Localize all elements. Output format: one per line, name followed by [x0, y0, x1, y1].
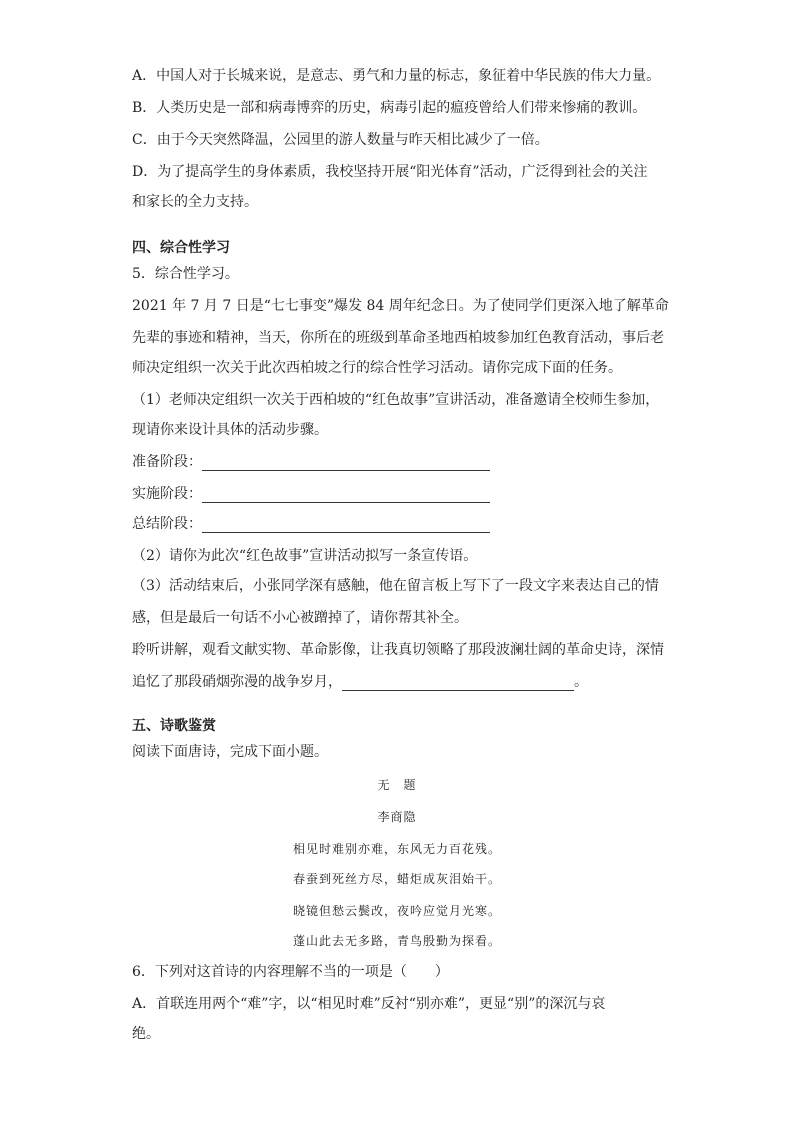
stage-implement-label: 实施阶段： — [132, 486, 202, 502]
option-b: B．人类历史是一部和病毒博弈的历史，病毒引起的瘟疫曾给人们带来惨痛的教训。 — [132, 100, 647, 116]
message-line-1: 聆听讲解，观看文献实物、革命影像，让我真切领略了那段波澜壮阔的革命史诗，深情 — [132, 642, 664, 658]
poem-line-1: 相见时难别亦难，东风无力百花残。 — [292, 842, 501, 856]
stage-implement-row — [132, 485, 490, 503]
stage-implement-blank[interactable] — [202, 488, 490, 503]
stage-prepare-blank[interactable] — [202, 456, 490, 471]
intro-line-2: 先辈的事迹和精神，当天，你所在的班级到革命圣地西柏坡参加红色教育活动，事后老 — [132, 330, 664, 346]
task-3-line-2: 感，但是最后一句话不小心被蹭掉了，请你帮其补全。 — [132, 610, 468, 626]
poem-title: 无 题 — [377, 778, 417, 792]
intro-line-3: 师决定组织一次关于此次西柏坡之行的综合性学习活动。请你完成下面的任务。 — [132, 360, 622, 376]
task-2: （2）请你为此次“红色故事”宣讲活动拟写一条宣传语。 — [132, 548, 478, 564]
option-d-continued: 和家长的全力支持。 — [132, 194, 258, 210]
message-line-2-end: 。 — [574, 674, 588, 690]
question-6-option-a: A．首联连用两个“难”字，以“相见时难”反衬“别亦难”，更显“别”的深沉与哀 — [132, 996, 606, 1012]
message-line-2-text: 追忆了那段硝烟弥漫的战争岁月， — [132, 674, 342, 690]
stage-summary-label: 总结阶段： — [132, 516, 202, 532]
option-d: D．为了提高学生的身体素质，我校坚持开展“阳光体育”活动，广泛得到社会的关注 — [132, 164, 648, 180]
intro-line-1: 2021 年 7 月 7 日是“七七事变”爆发 84 周年纪念日。为了使同学们更深入地了解革命 — [132, 298, 669, 314]
stage-prepare-row — [132, 453, 490, 471]
task-1-line-1: （1）老师决定组织一次关于西柏坡的“红色故事”宣讲活动，准备邀请全校师生参加， — [132, 392, 660, 408]
stage-prepare-label: 准备阶段： — [132, 454, 202, 470]
poem-author: 李商隐 — [377, 810, 417, 824]
poem-instruction: 阅读下面唐诗，完成下面小题。 — [132, 744, 328, 760]
task-1-line-2: 现请你来设计具体的活动步骤。 — [132, 422, 328, 438]
question-5-label: 5．综合性学习。 — [132, 266, 239, 282]
task-3-line-1: （3）活动结束后，小张同学深有感触，他在留言板上写下了一段文字来表达自己的情 — [132, 578, 659, 594]
question-6: 6．下列对这首诗的内容理解不当的一项是（ ） — [132, 964, 449, 980]
message-line-2 — [132, 673, 588, 691]
option-a: A．中国人对于长城来说，是意志、勇气和力量的标志，象征着中华民族的伟大力量。 — [132, 68, 661, 84]
stage-summary-row — [132, 515, 490, 533]
message-blank[interactable] — [342, 676, 574, 691]
poem-line-4: 蓬山此去无多路，青鸟殷勤为探看。 — [292, 934, 501, 948]
poem-line-2: 春蚕到死丝方尽，蜡炬成灰泪始干。 — [292, 872, 501, 886]
section-4-title: 四、综合性学习 — [132, 240, 230, 256]
option-c: C．由于今天突然降温，公园里的游人数量与昨天相比减少了一倍。 — [132, 132, 549, 148]
stage-summary-blank[interactable] — [202, 518, 490, 533]
poem-line-3: 晓镜但愁云鬓改，夜吟应觉月光寒。 — [292, 904, 501, 918]
question-6-option-a-continued: 绝。 — [132, 1026, 160, 1042]
section-5-title: 五、诗歌鉴赏 — [132, 718, 216, 734]
